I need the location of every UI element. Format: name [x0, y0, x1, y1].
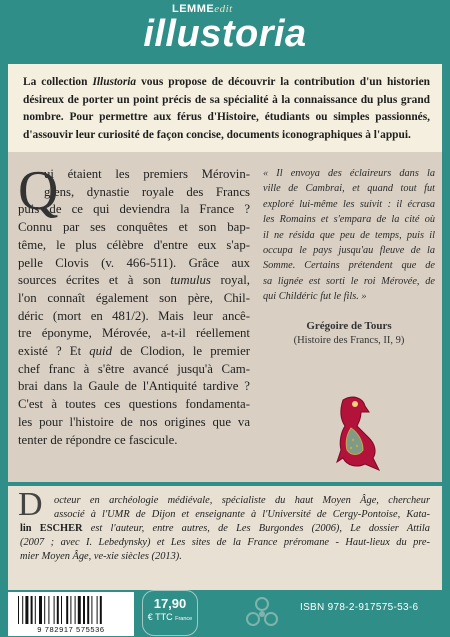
- barcode-bar: [87, 596, 89, 624]
- summary-line: chef franc à s'être avancé jusqu'à Cam-: [18, 361, 250, 376]
- quote-line: Somme. Certains prétendent que de: [263, 260, 435, 272]
- summary-line: pelle Clovis (v. 466-511). Grâce aux: [18, 255, 250, 270]
- intro-text: La collection: [23, 76, 93, 88]
- barcode-bar: [39, 596, 42, 624]
- intro-line-4: d'assouvir leur curiosité de façon concise, documents iconographiques à l'appui.: [23, 128, 411, 141]
- barcode: [8, 592, 134, 636]
- author-line: mier Moyen Âge, ve-xie siècles (2013).: [20, 551, 182, 562]
- summary-text-part: sources écrites et à son: [18, 273, 171, 288]
- isbn: ISBN 978-2-917575-53-6: [300, 602, 419, 613]
- barcode-lines: [18, 596, 124, 624]
- author-drop-cap: D: [18, 486, 43, 523]
- barcode-bar: [75, 596, 76, 624]
- author-line: octeur en archéologie médiévale, spécialiste du haut Moyen Âge, chercheur: [54, 495, 430, 506]
- price-value: 17,90: [153, 596, 187, 611]
- summary-italic-term: tumulus: [170, 273, 211, 288]
- author-text-part: est l'auteur, entre autres, de Les Burgondes (2006), Le dossier Attila: [82, 523, 430, 534]
- intro-collection-name: Illustoria: [92, 76, 137, 88]
- summary-line: C'est à toutes ces questions fondamenta-: [18, 397, 250, 412]
- summary-line: tême, le plus célèbre d'entre eux s'ap-: [18, 237, 250, 252]
- author-name: lin ESCHER: [20, 523, 83, 534]
- imprint-label: LEMME: [172, 3, 215, 15]
- hazard-symbol-icon: [244, 596, 280, 630]
- barcode-bar: [54, 596, 55, 624]
- intro-line-2: désireux de porter un point précis de sa spécialité à la connaissance du plus grand: [23, 93, 430, 106]
- summary-line: déric (mort en 481/2). Mais leur ancê-: [18, 308, 250, 323]
- barcode-bar: [25, 596, 28, 624]
- barcode-bar: [48, 596, 49, 624]
- barcode-bar: [35, 596, 36, 624]
- summary-line: [18, 343, 250, 361]
- intro-box: [8, 64, 442, 152]
- barcode-bar: [61, 596, 62, 624]
- barcode-bar: [22, 596, 23, 624]
- summary-line: ui étaient les premiers Mérovin-: [44, 167, 250, 181]
- brand-logo: [0, 0, 450, 62]
- quote-line: occupa le pays jusqu'au fleuve de la: [263, 245, 435, 257]
- barcode-bar: [78, 596, 81, 624]
- main-panel: [8, 152, 442, 482]
- summary-line: l'on connaît également son père, Chil-: [18, 290, 250, 305]
- price-badge: [142, 590, 198, 636]
- quote-author: Grégoire de Tours: [306, 320, 392, 332]
- quote-text: [263, 166, 435, 305]
- summary-line: Connu par ses conquêtes et son bap-: [18, 220, 250, 235]
- summary-line: giens, dynastie royale des Francs: [44, 184, 250, 199]
- barcode-number: 9 782917 575536: [37, 625, 105, 634]
- barcode-bar: [66, 596, 68, 624]
- summary-text: [18, 160, 251, 449]
- summary-line: tre éponyme, Mérovée, a-t-il réellement: [18, 326, 250, 341]
- collection-name: illustoria: [143, 13, 307, 55]
- quote-line: exploré lui-même les suivit : il écrasa: [263, 198, 435, 210]
- quote-line: sa lignée est sorti le roi Mérovée, de: [263, 275, 435, 287]
- author-bio: [8, 486, 442, 590]
- author-line: (2007 ; avec I. Lebedynsky) et Les sites de la France préromane - Haut-lieux du pre-: [20, 537, 430, 548]
- author-line: [20, 522, 430, 536]
- quote-line: qui Childéric fut le fils. »: [263, 291, 367, 303]
- quote-line: ville de Cambrai, et quand tout fut: [263, 183, 435, 195]
- drop-cap: Q: [18, 160, 59, 222]
- summary-line: [18, 272, 250, 290]
- summary-text-part: existé ? Et: [18, 344, 90, 359]
- barcode-bar: [44, 596, 45, 624]
- barcode-bar: [18, 596, 19, 624]
- summary-line: tenter de répondre ce fascicule.: [18, 432, 178, 447]
- barcode-bar: [31, 596, 33, 624]
- price-currency-label: € TTC: [147, 612, 173, 622]
- summary-text-part: royal,: [210, 273, 250, 288]
- summary-line: brai dans la Gaule de l'Antiquité tardive ?: [18, 379, 250, 394]
- barcode-bar: [83, 596, 85, 624]
- barcode-bar: [100, 596, 102, 624]
- author-line: associé à l'UMR de Dijon et enseignante à l'Université de Cergy-Pontoise, Kata-: [54, 509, 430, 520]
- barcode-bar: [57, 596, 59, 624]
- summary-line: les pour l'histoire de nos origines que va: [18, 414, 250, 429]
- quote-line: les Romains et s'empara de la cité où: [263, 214, 435, 226]
- imprint-suffix: edit: [214, 3, 233, 15]
- summary-text-part: de Clodion, le premier: [112, 344, 251, 359]
- barcode-bar: [70, 596, 71, 624]
- quote-source: (Histoire des Francs, II, 9): [293, 335, 405, 346]
- barcode-bar: [91, 596, 92, 624]
- barcode-bar: [97, 596, 98, 624]
- summary-line: puis de ce qui deviendra la France ?: [18, 202, 250, 217]
- intro-text: vous propose de découvrir la contribution d'un historien: [136, 76, 430, 88]
- intro-line-3: nombre. Pour permettre aux férus d'Histoire, étudiants ou simples passionnés,: [23, 111, 430, 124]
- summary-italic-term: quid: [89, 344, 113, 359]
- price-currency: [143, 612, 197, 622]
- quote-line: il ne résida que peu de temps, puis il: [263, 229, 435, 241]
- brooch-illustration: [303, 392, 403, 482]
- price-region: France: [175, 616, 193, 622]
- quote-line: « Il envoya des éclaireurs dans la: [263, 168, 435, 179]
- intro-line-1: [23, 74, 430, 92]
